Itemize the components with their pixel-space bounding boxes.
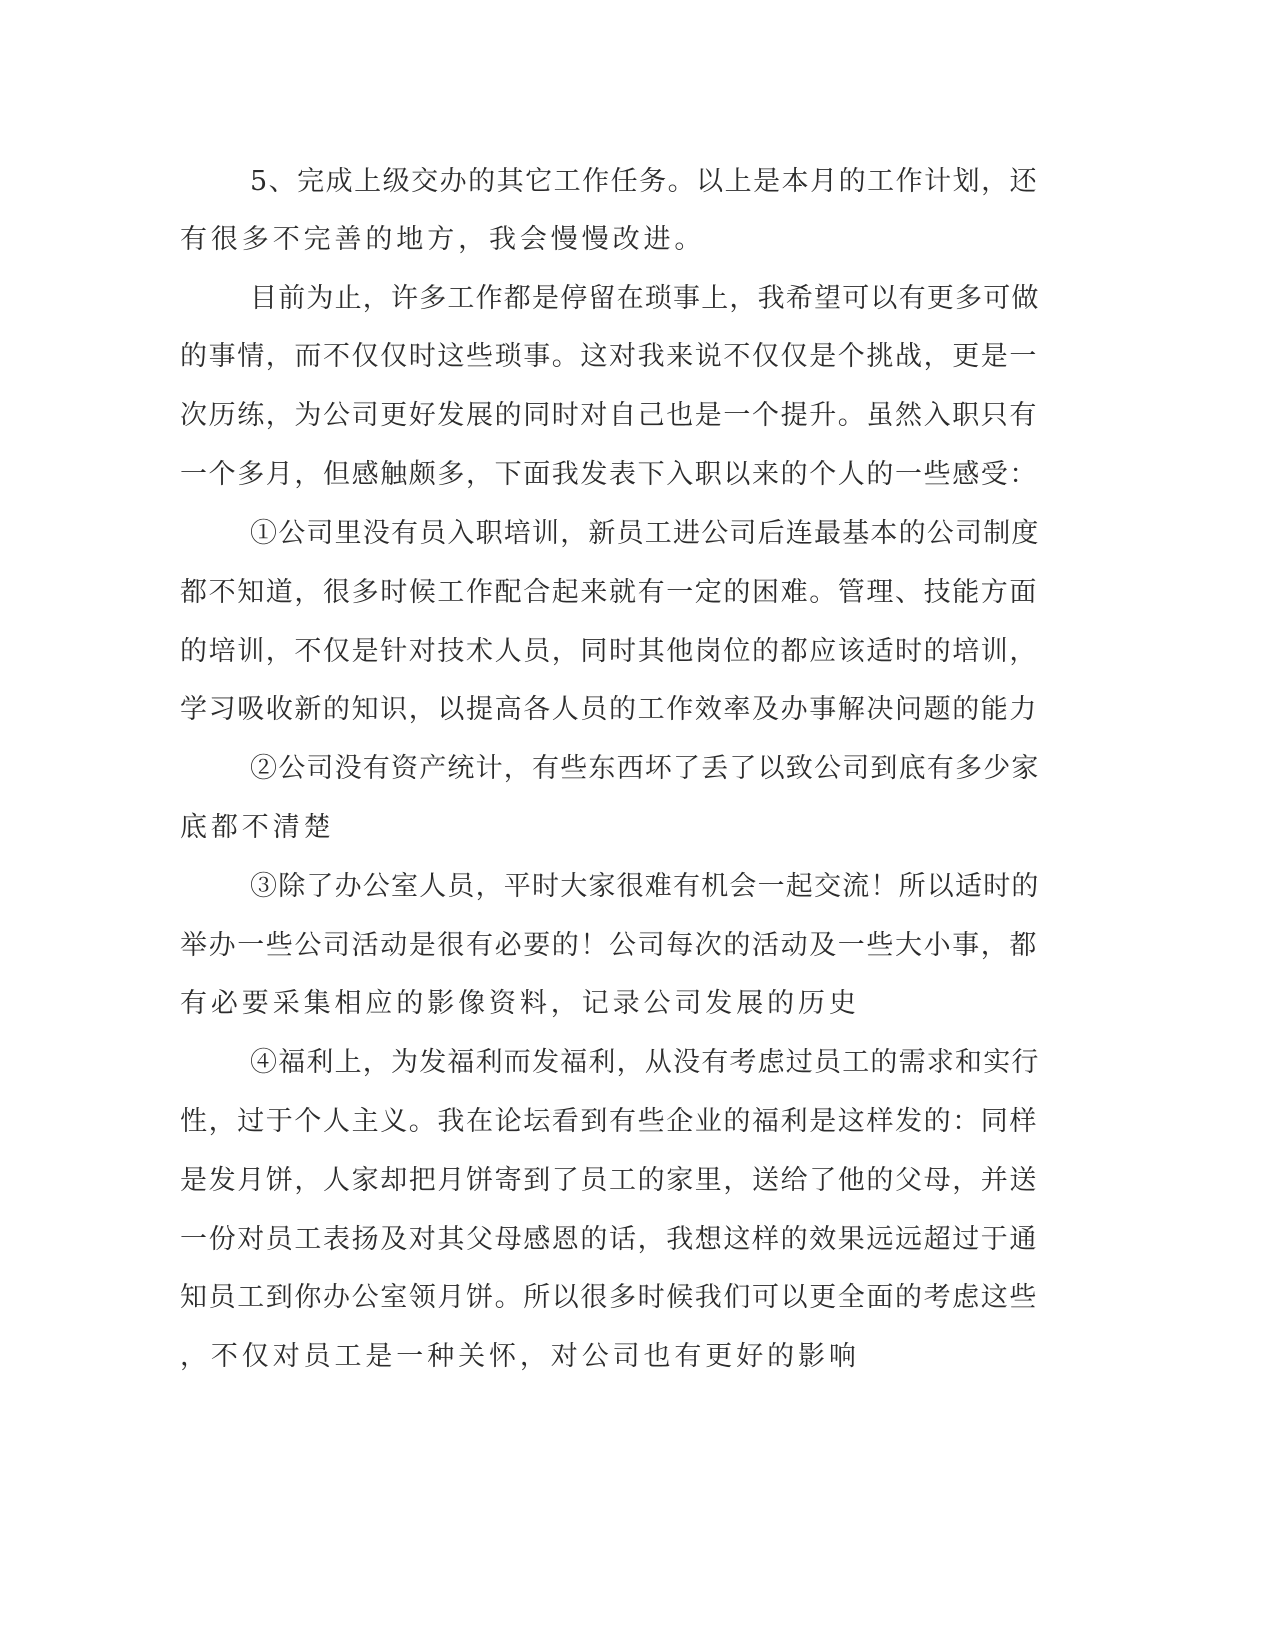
- paragraph-1-line-2: 有很多不完善的地方，我会慢慢改进。: [180, 224, 706, 255]
- paragraph-6-line-6: ，不仅对员工是一种关怀，对公司也有更好的影响: [180, 1341, 860, 1372]
- paragraph-3-line-4: 学习吸收新的知识，以提高各人员的工作效率及办事解决问题的能力: [180, 694, 1038, 725]
- paragraph-2-line-3: 次历练，为公司更好发展的同时对自己也是一个提升。虽然入职只有: [180, 400, 1038, 431]
- paragraph-3-line-1: ①公司里没有员入职培训，新员工进公司后连最基本的公司制度: [250, 518, 1040, 549]
- paragraph-5-line-1: ③除了办公室人员，平时大家很难有机会一起交流！所以适时的: [250, 871, 1040, 902]
- paragraph-2-line-4: 一个多月，但感触颇多，下面我发表下入职以来的个人的一些感受：: [180, 459, 1038, 490]
- paragraph-1-line-1: 5、完成上级交办的其它工作任务。以上是本月的工作计划，还: [250, 166, 1039, 197]
- paragraph-5-line-3: 有必要采集相应的影像资料，记录公司发展的历史: [180, 988, 860, 1019]
- paragraph-5-line-2: 举办一些公司活动是很有必要的！公司每次的活动及一些大小事，都: [180, 930, 1038, 961]
- paragraph-6-line-4: 一份对员工表扬及对其父母感恩的话，我想这样的效果远远超过于通: [180, 1224, 1038, 1255]
- paragraph-2-line-2: 的事情，而不仅仅时这些琐事。这对我来说不仅仅是个挑战，更是一: [180, 341, 1038, 372]
- paragraph-2-line-1: 目前为止，许多工作都是停留在琐事上，我希望可以有更多可做: [250, 283, 1040, 314]
- paragraph-6-line-5: 知员工到你办公室领月饼。所以很多时候我们可以更全面的考虑这些: [180, 1282, 1038, 1313]
- paragraph-6-line-3: 是发月饼，人家却把月饼寄到了员工的家里，送给了他的父母，并送: [180, 1165, 1038, 1196]
- paragraph-4-line-1: ②公司没有资产统计，有些东西坏了丢了以致公司到底有多少家: [250, 753, 1040, 784]
- paragraph-3-line-2: 都不知道，很多时候工作配合起来就有一定的困难。管理、技能方面: [180, 577, 1038, 608]
- paragraph-4-line-2: 底都不清楚: [180, 812, 335, 843]
- paragraph-6-line-2: 性，过于个人主义。我在论坛看到有些企业的福利是这样发的：同样: [180, 1106, 1038, 1137]
- paragraph-3-line-3: 的培训，不仅是针对技术人员，同时其他岗位的都应该适时的培训，: [180, 636, 1038, 667]
- paragraph-6-line-1: ④福利上，为发福利而发福利，从没有考虑过员工的需求和实行: [250, 1047, 1040, 1078]
